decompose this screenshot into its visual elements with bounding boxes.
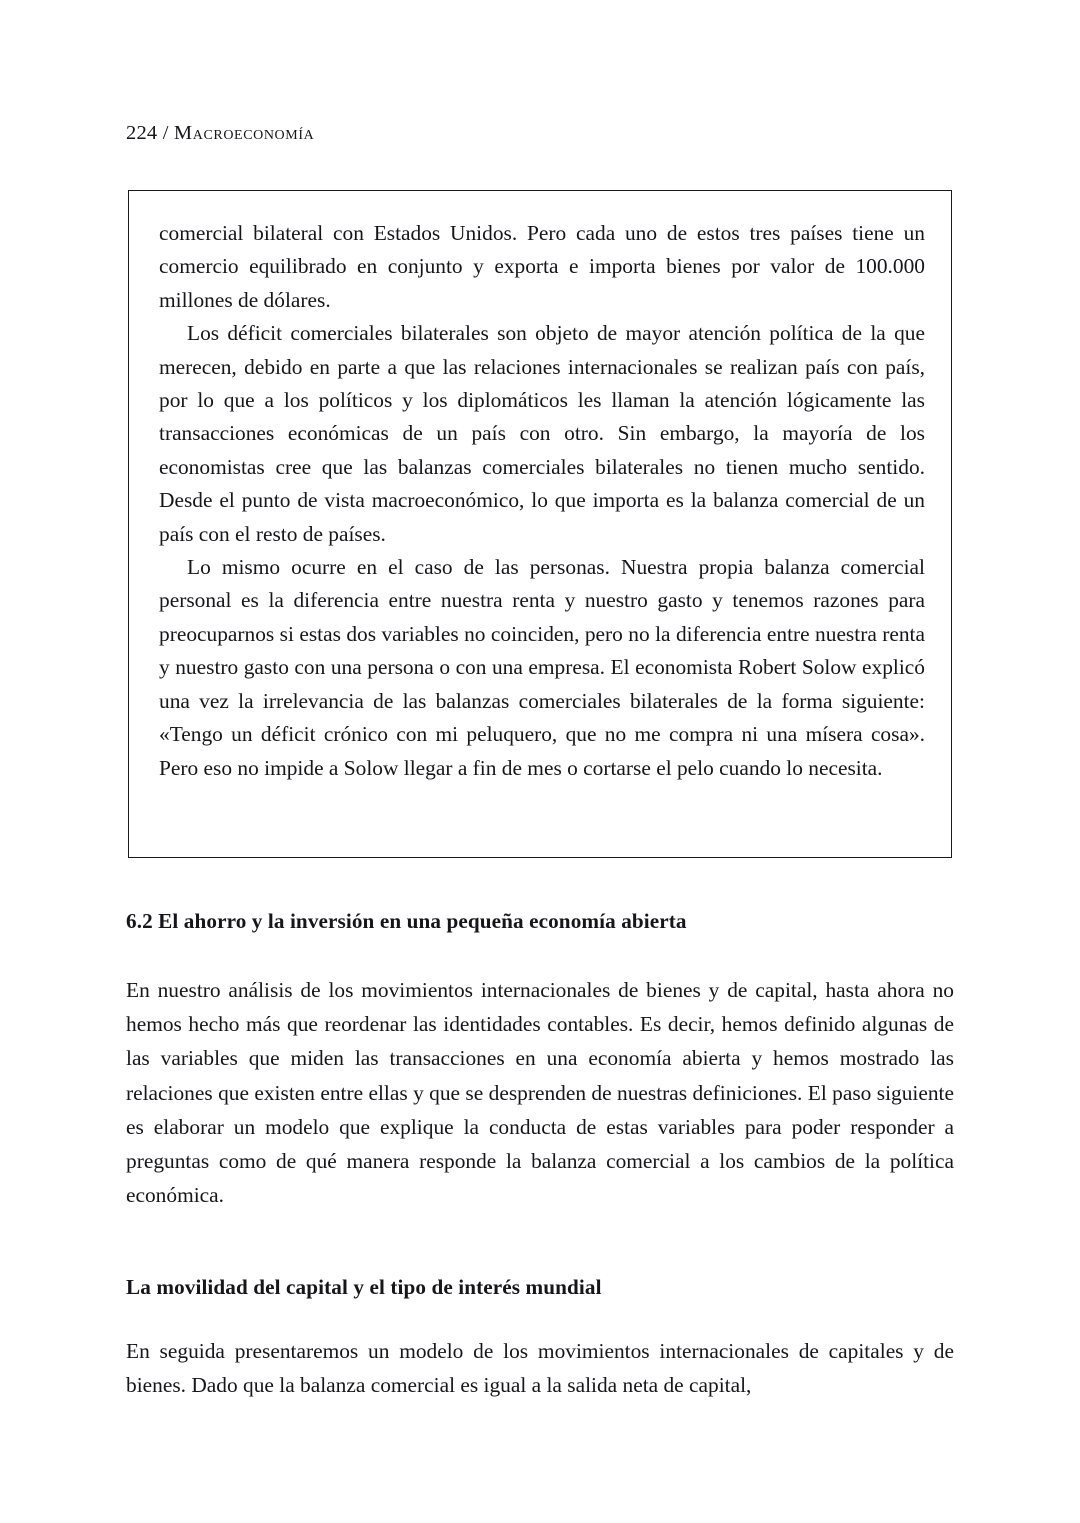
body-paragraph-2: En seguida presentaremos un modelo de los movimientos internacionales de capitales y de bienes. Dado que la balanza comercial es igual a la salida neta de capital, xyxy=(126,1339,954,1398)
section-heading: 6.2 El ahorro y la inversión en una pequeña economía abierta xyxy=(126,909,687,933)
page-number: 224 xyxy=(126,122,158,144)
boxed-case-study xyxy=(128,190,952,858)
running-head-separator: / xyxy=(162,122,169,144)
book-title: Macroeconomía xyxy=(173,122,315,144)
subsection-heading: La movilidad del capital y el tipo de interés mundial xyxy=(126,1275,602,1299)
running-head xyxy=(126,122,314,145)
box-paragraph-2: Los déficit comerciales bilaterales son objeto de mayor atención política de la que merecen, debido en parte a que las relaciones internacionales se realizan país con país, por lo que a los políticos y los diplomáticos les llaman la atención lógicamente las transacciones económicas de un país con otro. Sin embargo, la mayoría de los economistas cree que las balanzas comerciales bilaterales no tienen mucho sentido. Desde el punto de vista macroeconómico, lo que importa es la balanza comercial de un país con el resto de países. xyxy=(159,321,925,546)
box-paragraph-3: Lo mismo ocurre en el caso de las personas. Nuestra propia balanza comercial personal es la diferencia entre nuestra renta y nuestro gasto y tenemos razones para preocuparnos si estas dos variables no coinciden, pero no la diferencia entre nuestra renta y nuestro gasto con una persona o con una empresa. El economista Robert Solow explicó una vez la irrelevancia de las balanzas comerciales bilaterales de la forma siguiente: «Tengo un déficit crónico con mi peluquero, que no me compra ni una mísera cosa». Pero eso no impide a Solow llegar a fin de mes o cortarse el pelo cuando lo necesita. xyxy=(159,555,925,780)
boxed-text-block xyxy=(159,217,925,785)
box-paragraph-1: comercial bilateral con Estados Unidos. Pero cada uno de estos tres países tiene un comercio equilibrado en conjunto y exporta e importa bienes por valor de 100.000 millones de dólares. xyxy=(159,221,925,312)
body-paragraph-1: En nuestro análisis de los movimientos internacionales de bienes y de capital, hasta ahora no hemos hecho más que reordenar las identidades contables. Es decir, hemos definido algunas de las variables que miden las transacciones en una economía abierta y hemos mostrado las relaciones que existen entre ellas y que se desprenden de nuestras definiciones. El paso siguiente es elaborar un modelo que explique la conducta de estas variables para poder responder a preguntas como de qué manera responde la balanza comercial a los cambios de la política económica. xyxy=(126,978,954,1208)
